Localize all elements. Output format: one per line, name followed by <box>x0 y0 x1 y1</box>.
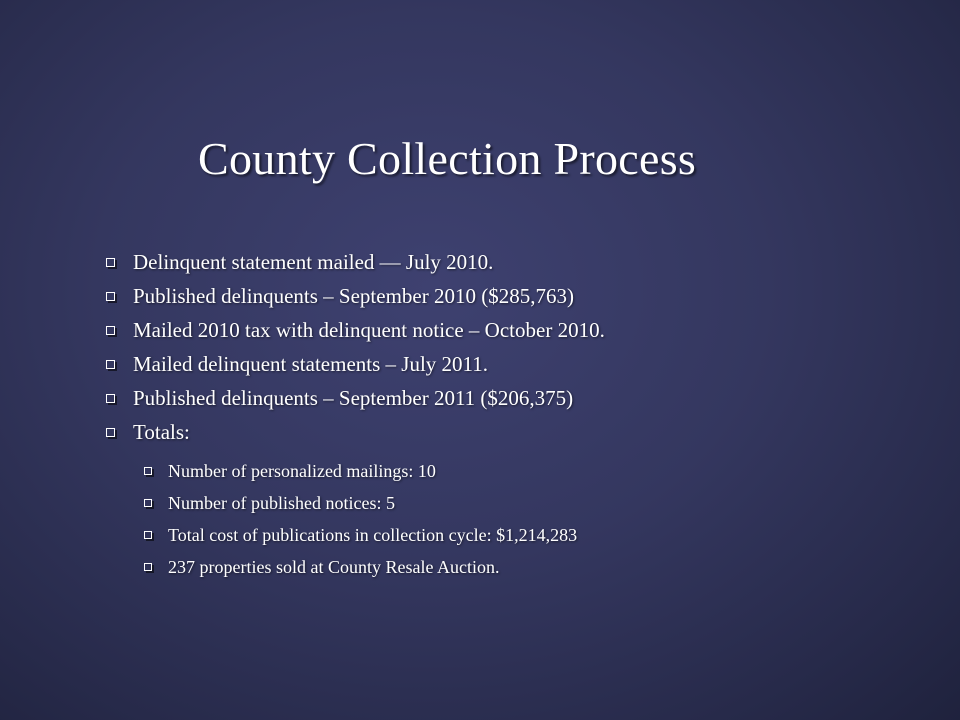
sub-bullet-item <box>144 519 906 551</box>
bullet-text: Totals: <box>133 419 190 444</box>
sub-bullet-text: Total cost of publications in collection cycle: $1,214,283 <box>168 524 578 545</box>
bullet-text: Published delinquents – September 2011 ($206,375) <box>133 385 574 410</box>
sub-bullet-text: 237 properties sold at County Resale Auction. <box>168 556 500 577</box>
bullet-item-totals <box>106 415 906 449</box>
square-bullet-icon <box>106 258 115 267</box>
sub-bullet-text: Number of published notices: 5 <box>168 492 395 513</box>
square-bullet-icon <box>106 326 115 335</box>
square-bullet-icon <box>106 292 115 301</box>
sub-bullet-item <box>144 487 906 519</box>
square-bullet-icon <box>144 531 152 539</box>
square-bullet-icon <box>106 428 115 437</box>
bullet-list <box>106 245 906 583</box>
sub-bullet-item <box>144 455 906 487</box>
square-bullet-icon <box>144 467 152 475</box>
slide-title: County Collection Process <box>198 133 697 184</box>
bullet-item <box>106 381 906 415</box>
bullet-item <box>106 279 906 313</box>
sub-bullet-item <box>144 551 906 583</box>
bullet-item <box>106 245 906 279</box>
bullet-text: Mailed 2010 tax with delinquent notice – October 2010. <box>133 317 605 342</box>
bullet-item <box>106 313 906 347</box>
bullet-text: Mailed delinquent statements – July 2011. <box>133 351 489 376</box>
sub-bullet-text: Number of personalized mailings: 10 <box>168 460 436 481</box>
bullet-item <box>106 347 906 381</box>
bullet-text: Delinquent statement mailed — July 2010. <box>133 249 494 274</box>
square-bullet-icon <box>106 394 115 403</box>
square-bullet-icon <box>144 563 152 571</box>
bullet-text: Published delinquents – September 2010 ($285,763) <box>133 283 574 308</box>
square-bullet-icon <box>106 360 115 369</box>
square-bullet-icon <box>144 499 152 507</box>
